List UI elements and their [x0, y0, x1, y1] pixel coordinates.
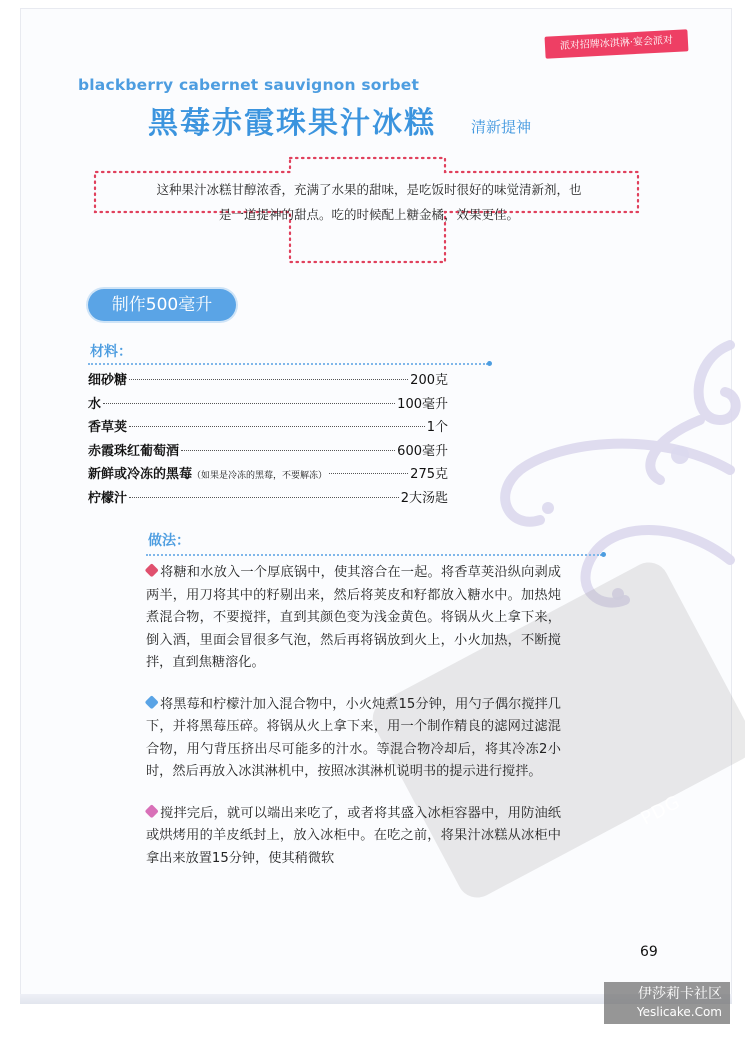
method-divider	[146, 554, 602, 556]
leader-dots	[329, 473, 408, 474]
ingredient-quantity: 200克	[410, 373, 448, 388]
recipe-title-english: blackberry cabernet sauvignon sorbet	[78, 76, 420, 94]
ingredient-row	[88, 487, 448, 511]
ingredient-name: 赤霞珠红葡萄酒	[88, 443, 180, 459]
method-heading: 做法：	[148, 533, 190, 549]
ingredient-quantity: 2大汤匙	[400, 490, 448, 506]
watermark-line: 伊莎莉卡社区	[638, 986, 722, 1002]
ingredient-name: 细砂糖	[88, 373, 128, 388]
method-step	[146, 562, 561, 675]
divider-end-dot	[601, 552, 606, 557]
page-number: 69	[640, 944, 658, 960]
ingredient-row	[88, 440, 448, 464]
method-step	[146, 694, 561, 784]
ingredient-name: 新鲜或冷冻的黑莓	[88, 467, 193, 482]
intro-text	[104, 177, 634, 227]
leader-dots	[129, 426, 425, 427]
ingredient-row	[88, 416, 448, 440]
ingredient-row	[88, 463, 448, 487]
step-text: 将糖和水放入一个厚底锅中，使其溶合在一起。将香草荚沿纵向剥成两半，用刀将其中的籽剔出来，然后将荚皮和籽都放入糖水中。加热炖煮混合物，不要搅拌，直到其颜色变为浅金黄色。将锅从火上拿下来，倒入酒，里面会冒很多气泡，然后再将锅放到火上，小火加热，不断搅拌，直到焦糖溶化。	[146, 565, 561, 670]
intro-line: 是一道提神的甜点。吃的时候配上糖金橘，效果更佳。	[218, 207, 519, 222]
ingredient-note: （如果是冷冻的黑莓，不要解冻）	[192, 471, 328, 481]
step-text: 搅拌完后，就可以端出来吃了，或者将其盛入冰柜容器中，用防油纸或烘烤用的羊皮纸封上，放入冰柜中。在吃之前，将果汁冰糕从冰柜中拿出来放置15分钟，使其稍微软	[146, 805, 561, 866]
ingredient-quantity: 275克	[410, 467, 448, 482]
ingredient-name: 柠檬汁	[88, 490, 128, 506]
leader-dots	[129, 379, 408, 380]
divider-end-dot	[487, 361, 492, 366]
pink-diamond-bullet-icon	[145, 804, 159, 818]
ingredient-quantity: 100毫升	[397, 396, 448, 412]
section-tag: 派对招牌冰淇淋·宴会派对	[545, 29, 689, 58]
leader-dots	[103, 403, 395, 404]
recipe-subtitle: 清新提神	[471, 118, 532, 136]
recipe-title-chinese: 黑莓赤霞珠果汁冰糕	[148, 106, 436, 141]
ingredient-quantity: 600毫升	[397, 443, 448, 459]
ingredient-row	[88, 369, 448, 393]
ingredient-name: 水	[88, 396, 102, 412]
ingredients-heading: 材料：	[90, 344, 132, 360]
blue-diamond-bullet-icon	[145, 695, 159, 709]
stamp-label: PDG	[637, 791, 685, 830]
method-steps	[146, 562, 561, 889]
ingredient-quantity: 1个	[426, 420, 448, 435]
yield-badge: 制作500毫升	[88, 289, 236, 321]
step-text: 将黑莓和柠檬汁加入混合物中，小火炖煮15分钟，用勺子偶尔搅拌几下，并将黑莓压碎。将锅从火上拿下来，用一个制作精良的滤网过滤混合物，用勺背压挤出尽可能多的汁水。等混合物冷却后，将其冷冻2小时，然后再放入冰淇淋机中，按照冰淇淋机说明书的提示进行搅拌。	[146, 696, 561, 779]
red-diamond-bullet-icon	[145, 563, 159, 577]
ingredient-name: 香草荚	[88, 420, 128, 435]
method-step	[146, 803, 561, 871]
intro-line: 这种果汁冰糕甘醇浓香，充满了水果的甜味，是吃饭时很好的味觉清新剂，也	[156, 182, 582, 197]
ingredient-row	[88, 393, 448, 417]
site-watermark	[604, 982, 730, 1024]
leader-dots	[181, 450, 395, 451]
watermark-line: Yeslicake.Com	[636, 1005, 722, 1019]
ingredients-divider	[88, 363, 488, 365]
ingredient-list	[88, 369, 448, 510]
leader-dots	[129, 497, 399, 498]
